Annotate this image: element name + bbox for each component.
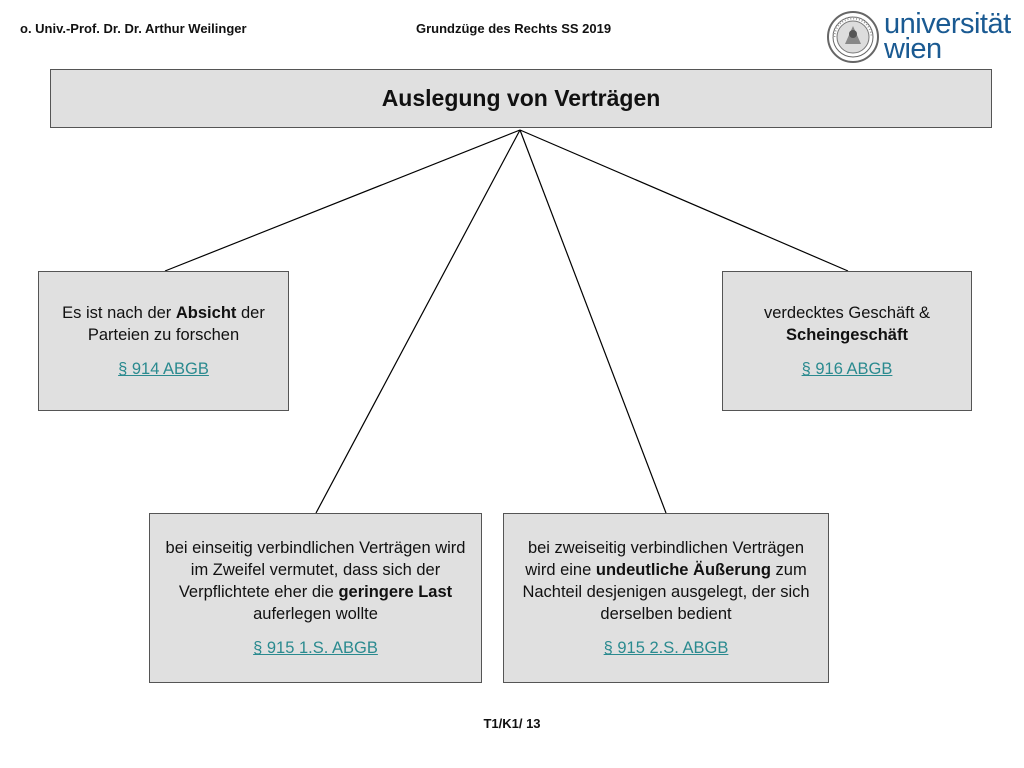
wordmark-line1: universität: [884, 8, 1011, 40]
connector-sham: [520, 130, 848, 271]
node-intent: [38, 271, 289, 411]
ref-914-link[interactable]: § 914 ABGB: [118, 360, 209, 378]
node-bilateral-text: bei zweiseitig verbindlichen Verträgen wird eine undeutliche Äußerung zum Nachteil desjenigen ausgelegt, der sich derselben bedient: [522, 539, 810, 623]
wordmark-line2: wien: [884, 33, 942, 65]
slide-number: T1/K1/ 13: [483, 716, 541, 731]
node-intent-text: Es ist nach der Absicht der Parteien zu forschen: [62, 304, 265, 344]
node-bilateral: [503, 513, 829, 683]
author-line: o. Univ.-Prof. Dr. Dr. Arthur Weilinger: [20, 21, 247, 36]
node-sham-text: verdecktes Geschäft & Scheingeschäft: [764, 304, 930, 344]
course-title: Grundzüge des Rechts SS 2019: [416, 21, 612, 36]
connector-unilateral: [316, 130, 520, 513]
node-sham: [722, 271, 972, 411]
node-unilateral: [149, 513, 482, 683]
diagram-title: Auslegung von Verträgen: [50, 69, 992, 128]
ref-915-2-link[interactable]: § 915 2.S. ABGB: [603, 639, 729, 657]
ref-915-1-link[interactable]: § 915 1.S. ABGB: [253, 639, 378, 657]
node-unilateral-text: bei einseitig verbindlichen Verträgen wird im Zweifel vermutet, dass sich der Verpflichtete eher die geringere Last auferlegen wollte: [165, 539, 466, 623]
connector-bilateral: [520, 130, 666, 513]
connector-intent: [165, 130, 520, 271]
ref-916-link[interactable]: § 916 ABGB: [801, 360, 893, 378]
